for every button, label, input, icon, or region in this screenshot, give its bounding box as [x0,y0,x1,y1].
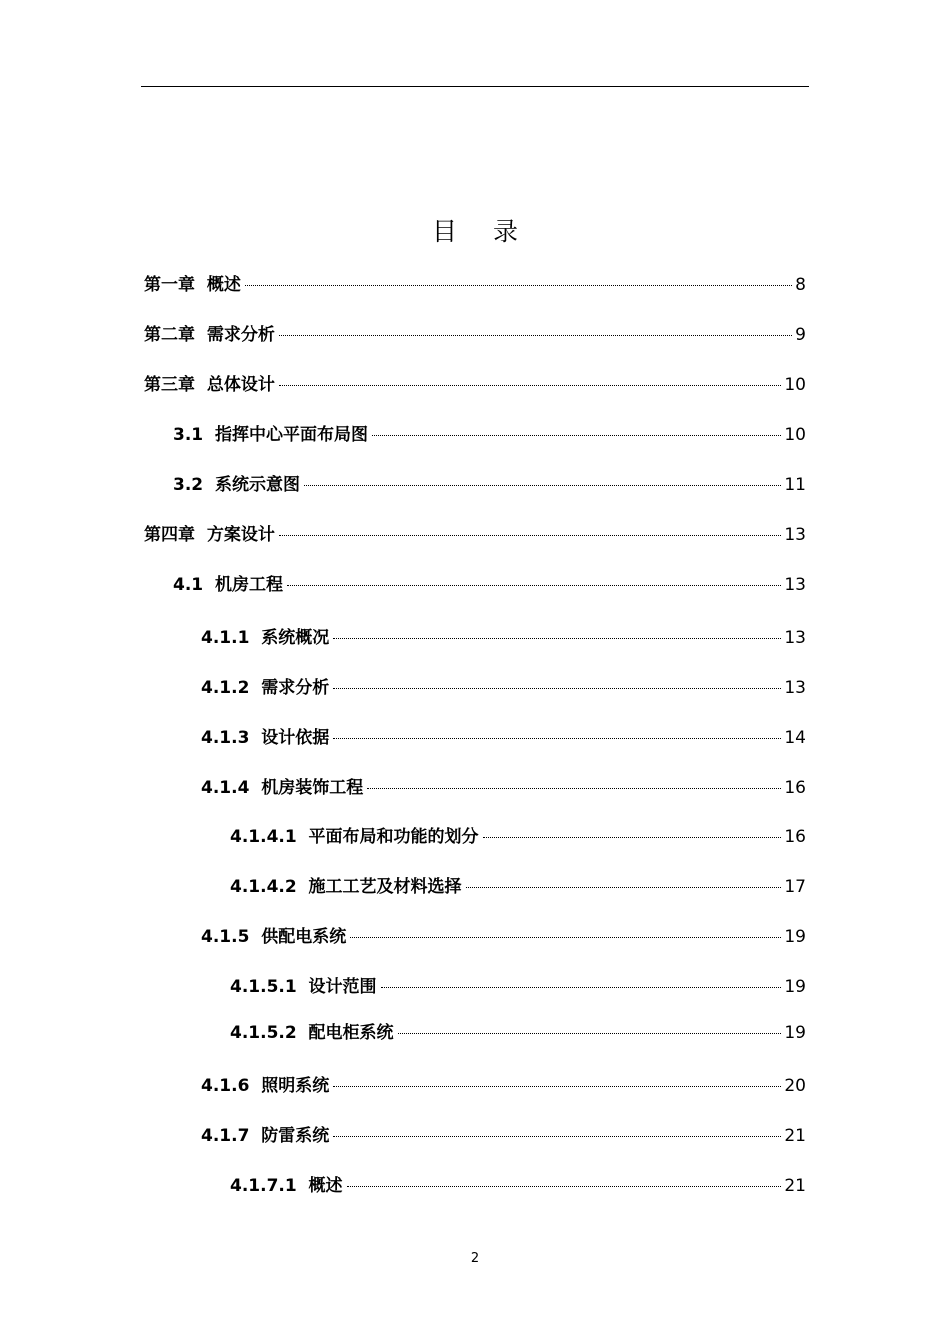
toc-entry-label: 4.1.4 机房装饰工程 [201,778,364,798]
toc-entry-label: 4.1 机房工程 [173,575,283,595]
dot-leader [333,1136,781,1137]
toc-entry-label: 4.1.7.1 概述 [230,1176,343,1196]
toc-entry-page: 13 [784,575,806,595]
toc-entry-page: 16 [784,778,806,798]
toc-entry-label: 4.1.1 系统概况 [201,628,330,648]
toc-entry-label: 3.2 系统示意图 [173,475,300,495]
dot-leader [279,335,792,336]
toc-entry-4-1[interactable] [173,573,806,597]
toc-entry-4-1-1[interactable] [201,626,806,650]
toc-entry-label: 4.1.5 供配电系统 [201,927,347,947]
dot-leader [279,535,782,536]
toc-entry-page: 19 [784,927,806,947]
dot-leader [372,435,781,436]
dot-leader [347,1186,782,1187]
toc-entry-4-1-5-1[interactable] [230,975,806,999]
toc-entry-4-1-4-2[interactable] [230,875,806,899]
toc-entry-page: 17 [784,877,806,897]
toc-entry-chapter-2[interactable] [144,323,806,347]
toc-entry-4-1-2[interactable] [201,676,806,700]
dot-leader [287,585,781,586]
toc-entry-4-1-4-1[interactable] [230,825,806,849]
header-rule [141,86,809,87]
toc-entry-4-1-3[interactable] [201,726,806,750]
toc-entry-label: 4.1.6 照明系统 [201,1076,330,1096]
toc-entry-chapter-3[interactable] [144,373,806,397]
toc-entry-label: 4.1.7 防雷系统 [201,1126,330,1146]
dot-leader [333,638,781,639]
toc-entry-chapter-4[interactable] [144,523,806,547]
toc-entry-label: 4.1.5.1 设计范围 [230,977,377,997]
toc-entry-label: 3.1 指挥中心平面布局图 [173,425,368,445]
toc-entry-label: 4.1.4.2 施工工艺及材料选择 [230,877,462,897]
toc-entry-label: 4.1.5.2 配电柜系统 [230,1023,394,1043]
dot-leader [367,788,781,789]
dot-leader [483,837,782,838]
toc-entry-page: 11 [784,475,806,495]
toc-entry-label: 第三章 总体设计 [144,375,275,395]
dot-leader [304,485,781,486]
toc-entry-4-1-5-2[interactable] [230,1021,806,1045]
toc-entry-4-1-7-1[interactable] [230,1174,806,1198]
toc-entry-page: 13 [784,628,806,648]
toc-entry-page: 16 [784,827,806,847]
toc-entry-page: 13 [784,678,806,698]
toc-entry-page: 10 [784,375,806,395]
toc-entry-page: 13 [784,525,806,545]
dot-leader [333,1086,781,1087]
toc-entry-label: 4.1.4.1 平面布局和功能的划分 [230,827,479,847]
toc-entry-page: 8 [795,275,806,295]
dot-leader [279,385,782,386]
toc-entry-page: 21 [784,1126,806,1146]
toc-entry-page: 10 [784,425,806,445]
toc-entry-4-1-7[interactable] [201,1124,806,1148]
dot-leader [333,738,781,739]
toc-entry-page: 20 [784,1076,806,1096]
dot-leader [350,937,781,938]
toc-title: 目 录 [432,217,532,246]
toc-entry-4-1-4[interactable] [201,776,806,800]
toc-entry-label: 4.1.3 设计依据 [201,728,330,748]
toc-entry-3-1[interactable] [173,423,806,447]
toc-entry-page: 19 [784,977,806,997]
toc-entry-label: 第一章 概述 [144,275,241,295]
dot-leader [245,285,792,286]
toc-entry-label: 第四章 方案设计 [144,525,275,545]
toc-entry-3-2[interactable] [173,473,806,497]
page-number: 2 [470,1251,480,1266]
dot-leader [466,887,782,888]
toc-entry-page: 14 [784,728,806,748]
toc-entry-page: 19 [784,1023,806,1043]
toc-entry-label: 4.1.2 需求分析 [201,678,330,698]
toc-entry-4-1-6[interactable] [201,1074,806,1098]
toc-entry-page: 9 [795,325,806,345]
dot-leader [398,1033,782,1034]
toc-entry-chapter-1[interactable] [144,273,806,297]
dot-leader [381,987,782,988]
toc-entry-label: 第二章 需求分析 [144,325,275,345]
toc-entry-4-1-5[interactable] [201,925,806,949]
dot-leader [333,688,781,689]
toc-entry-page: 21 [784,1176,806,1196]
